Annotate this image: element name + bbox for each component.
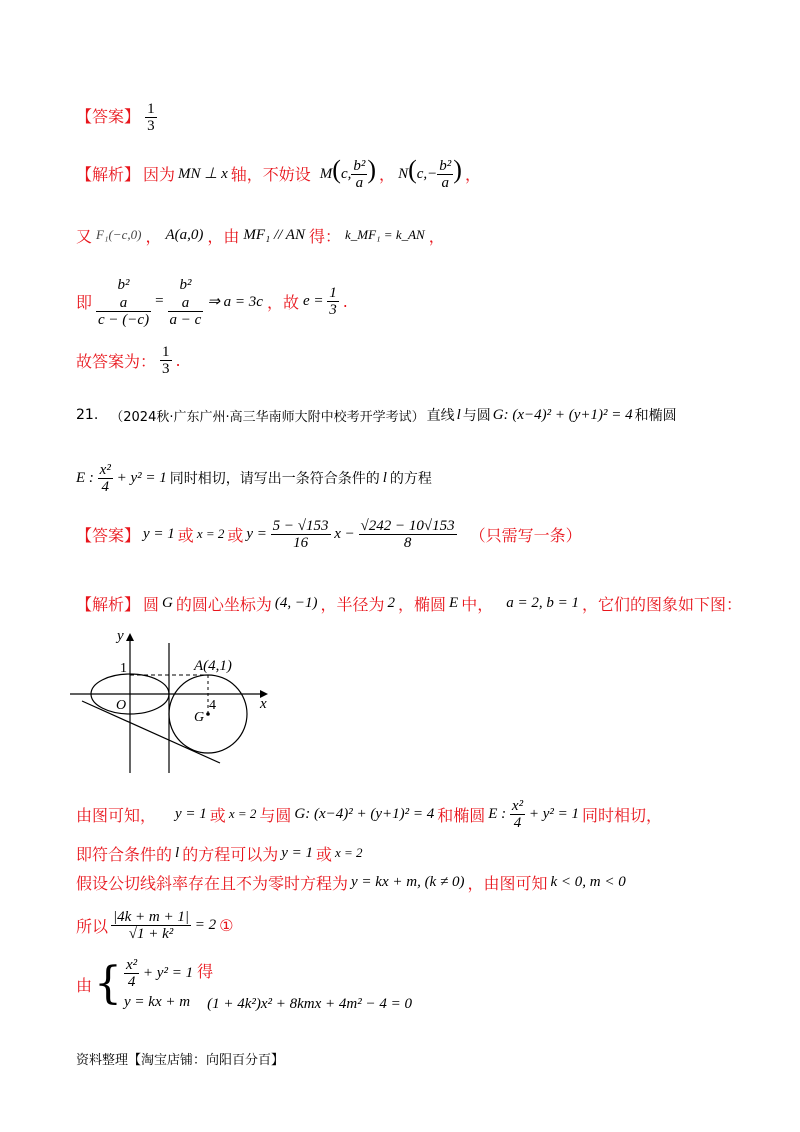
answer-label-2: 【答案】 <box>76 525 141 545</box>
math-ellipse-eq-2: E : $\frac{\text{x²}}{4}$ + y² = 1 <box>488 797 579 831</box>
math-e: E <box>449 594 459 611</box>
math-l: l <box>456 406 461 423</box>
math-circle-eq: G: (x−4)² + (y+1)² = 4 <box>492 406 633 423</box>
label-y: y <box>117 628 124 644</box>
problem-21-line-1 <box>76 398 677 432</box>
label-g: G <box>194 710 205 725</box>
text-assume-slope: 假设公切线斜率存在且不为零时方程为 <box>76 873 349 893</box>
math-fraction-left: b² a c − (−c) <box>98 276 150 328</box>
math-line-eq: y = kx + m, (k ≠ 0) <box>351 873 465 890</box>
math-radius: 2 <box>387 594 396 611</box>
math-quadratic: (1 + 4k²)x² + 8kmx + 4m² − 4 = 0 <box>207 996 412 1012</box>
text-from-figure: 由图可知， <box>76 805 157 825</box>
math-x-eq-2-b: x = 2 <box>228 806 257 821</box>
math-x-eq-2: x = 2 <box>196 526 225 541</box>
analysis-1-line-2: 又 F₁(−c,0) ， A(a,0) ，由 MF₁ // AN 得： k_MF₁ = k_AN ， <box>76 220 445 250</box>
text-circle: 圆 <box>143 594 160 614</box>
footer-text: 资料整理【淘宝店铺：向阳百分百】 <box>76 1053 285 1068</box>
system-result <box>197 955 412 1013</box>
analysis-1-line-3: 即 b² a c − (−c) = b² a a − c ⇒ a = 3c ，故 e = $\frac{1}{3}$ . <box>76 276 348 328</box>
analysis-2-line-3 <box>76 841 363 865</box>
math-y-eq-1-c: y = 1 <box>281 844 313 861</box>
math-point-f1: F₁(−c,0) <box>96 227 142 242</box>
stem-text-a: 直线 <box>426 408 455 424</box>
text-ellipse: ，椭圆 <box>398 594 447 614</box>
text-answer-is: 故答案为： <box>76 351 157 371</box>
math-fraction-right: b² a a − c <box>169 276 202 328</box>
math-y-eq-1: y = 1 <box>143 525 175 542</box>
label-o: O <box>116 698 127 713</box>
label-a: A(4,1) <box>194 658 232 674</box>
problem-21-line-2 <box>76 458 432 498</box>
answer-value-fraction: $\frac{1}{3}$ <box>147 101 155 134</box>
math-ellipse-eq: E : $\frac{\text{x²}}{4}$ + y² = 1 <box>76 461 167 495</box>
system-brace: { <box>94 958 123 1009</box>
text-also: 又 <box>76 226 93 246</box>
text-or-4: 或 <box>315 844 332 864</box>
math-mn-perp: MN ⊥ x <box>178 165 228 182</box>
math-k-m-negative: k < 0, m < 0 <box>550 873 626 890</box>
math-point-m: M(c, $\frac{\text{b²}}{a}$ ) <box>319 154 377 192</box>
problem-source: （2024秋·广东广州·高三华南师大附中校考开学考试） <box>110 409 425 425</box>
text-so: 所以 <box>76 916 109 936</box>
text-therefore: ，故 <box>266 292 299 312</box>
analysis-2-line-2 <box>76 796 662 832</box>
text-from: 由 <box>76 975 93 995</box>
math-circle-eq-2: G: (x−4)² + (y+1)² = 4 <box>294 805 435 822</box>
label-four: 4 <box>209 698 216 713</box>
math-point-a: A(a,0) <box>165 226 204 243</box>
label-one: 1 <box>120 661 127 676</box>
text-or-2: 或 <box>227 525 244 545</box>
system-eq-1: $\frac{\text{x²}}{4}$ + y² = 1 <box>126 957 194 990</box>
geometry-figure <box>70 625 280 775</box>
note-write-one: （只需写一条） <box>469 525 582 545</box>
math-point-n: N(c,− $\frac{\text{b²}}{a}$ ) <box>398 154 462 192</box>
text-by: ，由 <box>207 226 240 246</box>
text-satisfying: 即符合条件的 <box>76 844 173 864</box>
answer-1 <box>76 101 157 134</box>
math-center: (4, −1) <box>274 594 318 611</box>
text-assume: 轴，不妨设 <box>230 164 311 184</box>
text-tangent-both: 同时相切， <box>581 805 662 825</box>
text-in: 中， <box>461 594 494 614</box>
answer-2 <box>76 512 582 556</box>
stem-text-e: 的方程 <box>389 471 432 487</box>
analysis-label: 【解析】 <box>76 164 141 184</box>
system-equations <box>124 957 193 1011</box>
conclusion-1: 故答案为： $\frac{1}{3}$ . <box>76 343 181 377</box>
text-and-ellipse: 和椭圆 <box>437 805 486 825</box>
math-tangent-line: y = $\frac{5 - √153}{16}$ x − $\frac{√242 - 10√153}{8}$ <box>246 517 455 551</box>
text-get: 得： <box>308 226 341 246</box>
math-y-eq-1-b: y = 1 <box>175 805 207 822</box>
analysis-2-line-5 <box>76 902 233 948</box>
circled-one: ① <box>219 915 234 935</box>
system-eq-2: y = kx + m <box>124 994 191 1010</box>
conclusion-fraction: $\frac{1}{3}$ <box>162 343 170 377</box>
text-get-2: 得 <box>197 962 214 981</box>
math-a-equals-3c: ⇒ a = 3c <box>207 293 263 310</box>
text-from-figure-2: ，由图可知 <box>467 873 548 893</box>
text-or-1: 或 <box>177 525 194 545</box>
math-x-eq-2-c: x = 2 <box>335 845 363 860</box>
analysis-label-2: 【解析】 <box>76 594 141 614</box>
stem-text-c: 和椭圆 <box>634 408 677 424</box>
stem-text-d: 同时相切，请写出一条符合条件的 <box>169 471 380 487</box>
analysis-2-line-4 <box>76 870 626 894</box>
label-x: x <box>260 696 267 712</box>
text-namely: 即 <box>76 292 93 312</box>
analysis-1-line-1: 【解析】 因为 MN ⊥ x 轴，不妨设 M(c, $\frac{\text{b²}}{a}$ ) ， N(c,− $\frac{\text{b²}}{a}$ ) ， <box>76 154 481 192</box>
math-slopes-equal: k_MF₁ = k_AN <box>345 227 425 242</box>
y-axis-arrow <box>126 633 134 641</box>
math-eccentricity: e = $\frac{1}{3}$ <box>302 284 337 318</box>
text-figure-below: ，它们的图象如下图： <box>581 594 742 614</box>
answer-label: 【答案】 <box>76 107 141 126</box>
text-radius-is: ，半径为 <box>320 594 385 614</box>
math-distance-eq: $\frac{|4k + m + 1|}{\text{√1 + k²}}$ = 2 <box>113 908 217 942</box>
analysis-2-line-6 <box>76 954 412 1014</box>
problem-number: 21. <box>76 407 99 423</box>
text-with-circle: 与圆 <box>259 805 292 825</box>
text-or-3: 或 <box>209 805 226 825</box>
analysis-2-line-1 <box>76 588 742 618</box>
math-l-2: l <box>382 469 387 486</box>
text-center-is: 的圆心坐标为 <box>175 594 272 614</box>
text-because: 因为 <box>143 164 176 184</box>
math-g: G <box>162 594 173 611</box>
stem-text-b: 与圆 <box>462 408 491 424</box>
text-equation-can-be: 的方程可以为 <box>182 844 279 864</box>
math-ab: a = 2, b = 1 <box>506 594 579 611</box>
math-parallel: MF₁ // AN <box>243 226 305 243</box>
math-l-3: l <box>175 844 180 861</box>
